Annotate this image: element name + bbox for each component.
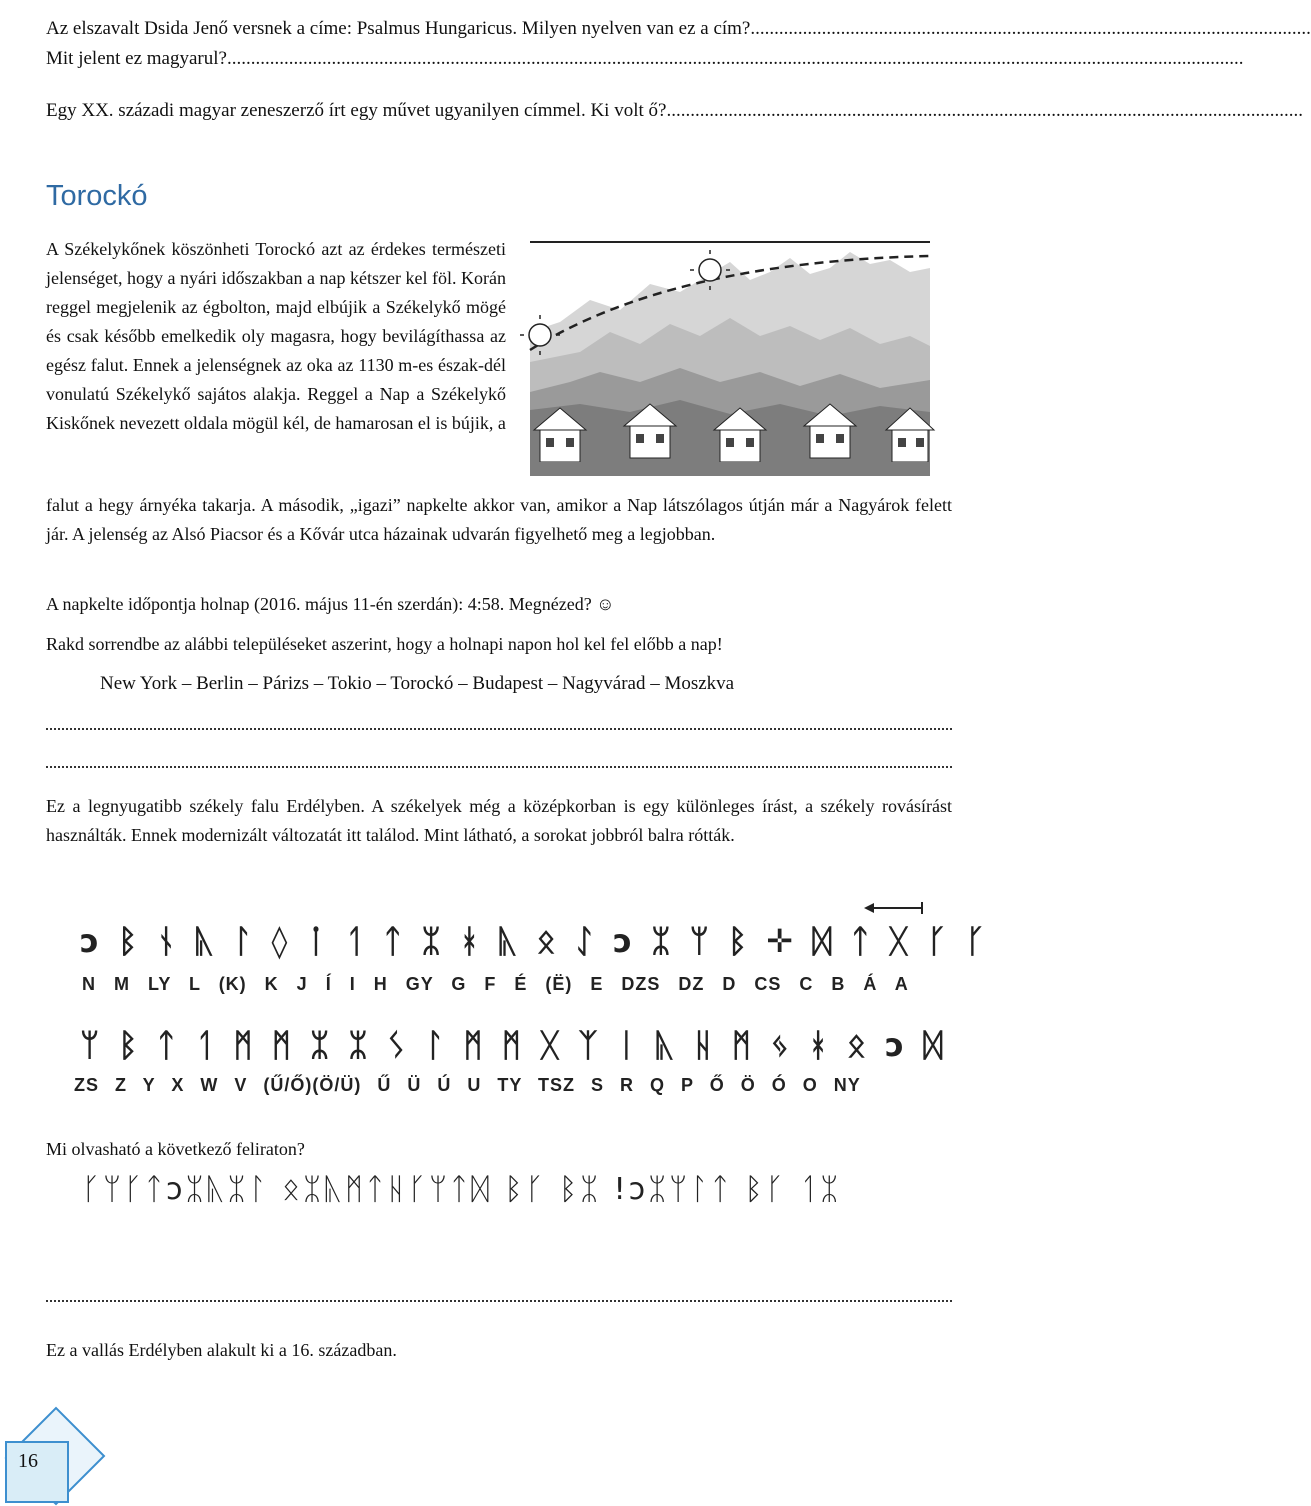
arrow-left-icon xyxy=(864,900,924,916)
sunrise-line: A napkelte időpontja holnap (2016. május 11-én szerdán): 4:58. Megnézed? ☺ xyxy=(46,594,615,614)
rune-inscription: ᚴᛘᚴᛏↄᛯᚣᛯᛚ ᛟᛯᚣᛗᛏᚺᚴᛘᛏᛞ ᛒᚴ ᛒᛯ !ↄᛯᛘᛚᛏ ᛒᚴ ᛐᛯ xyxy=(82,1172,842,1207)
rune-row-2: ᛘ ᛒ ᛏ ᛐ ᛗ ᛗ ᛯ ᛯ ᛊ ᛚ ᛗ ᛗ ᚷ ᛉ ᛁ ᚣ ᚺ ᛗ ᛃ ᚼ ᛟ ↄ ᛞ xyxy=(80,1026,947,1064)
task-line: Rakd sorrendbe az alábbi településeket aszerint, hogy a holnapi napon hol kel fel előbb a nap! xyxy=(46,634,723,654)
torocko-illustration xyxy=(520,232,952,476)
answer-line[interactable] xyxy=(46,728,952,730)
answer-line[interactable] xyxy=(46,766,952,768)
question-meaning: Mit jelent ez magyarul?...................................................................................................................................................................................................................... xyxy=(46,48,1244,69)
page-number-badge xyxy=(0,1400,110,1506)
question-language: Az elszavalt Dsida Jenő versnek a címe: Psalmus Hungaricus. Milyen nyelven van ez a cím?...................................................................................................................... xyxy=(46,18,1311,39)
latin-row-2: ZS Z Y X W V (Ű/Ő)(Ö/Ü) Ű Ü Ú U TY TSZ S R Q P Ő Ö Ó O NY xyxy=(74,1075,861,1095)
rune-row-1: ↄ ᛒ ᚾ ᚣ ᛚ ◊ ᛙ ᛐ ᛏ ᛯ ᚼ ᚣ ᛟ ᛇ ↄ ᛯ ᛘ ᛒ ✛ ᛞ ᛏ ᚷ ᚴ ᚴ xyxy=(80,922,989,960)
latin-row-1: N M LY L (K) K J Í I H GY G F É (Ë) E DZS DZ D CS C B Á A xyxy=(82,974,909,994)
answer-line[interactable] xyxy=(46,1300,952,1302)
religion-line: Ez a vallás Erdélyben alakult ki a 16. században. xyxy=(46,1340,397,1360)
continuation-paragraph: falut a hegy árnyéka takarja. A második, „igazi” napkelte akkor van, amikor a Nap látszólagos útján már a Nagyárok felett jár. A jelenség az Alsó Piacsor és a Kővár utca házainak udvarán figyelhető meg a legjobban. xyxy=(46,495,952,544)
city-list: New York – Berlin – Párizs – Tokio – Torockó – Budapest – Nagyvárad – Moszkva xyxy=(100,673,735,694)
page-number: 16 xyxy=(18,1450,38,1472)
question-composer: Egy XX. századi magyar zeneszerző írt egy művet ugyanilyen címmel. Ki volt ő?...................................................................................................................................... xyxy=(46,100,1303,121)
intro-paragraph: A Székelykőnek köszönheti Torockó azt az érdekes természeti jelenséget, hogy a nyári időszakban a nap kétszer kel föl. Korán reggel megjelenik az égbolton, majd elbújik a Székelykő mögé és csak később emelkedik oly magasra, hogy bevilágíthassa az egész falut. Ennek a jelenségnek az oka az 1130 m-es észak-dél vonulatú Székelykő sajátos alakja. Reggel a Nap a Székelykő Kiskőnek nevezett oldala mögül kél, de hamarosan el is bújik, a xyxy=(46,239,506,433)
reading-question: Mi olvasható a következő feliraton? xyxy=(46,1139,305,1159)
rovas-paragraph: Ez a legnyugatibb székely falu Erdélyben. A székelyek még a középkorban is egy különleges írást, a székely rovásírást használták. Ennek modernizált változatát itt találod. Mint látható, a sorokat jobbról balra rótták. xyxy=(46,796,952,845)
section-title: Torockó xyxy=(46,180,148,212)
